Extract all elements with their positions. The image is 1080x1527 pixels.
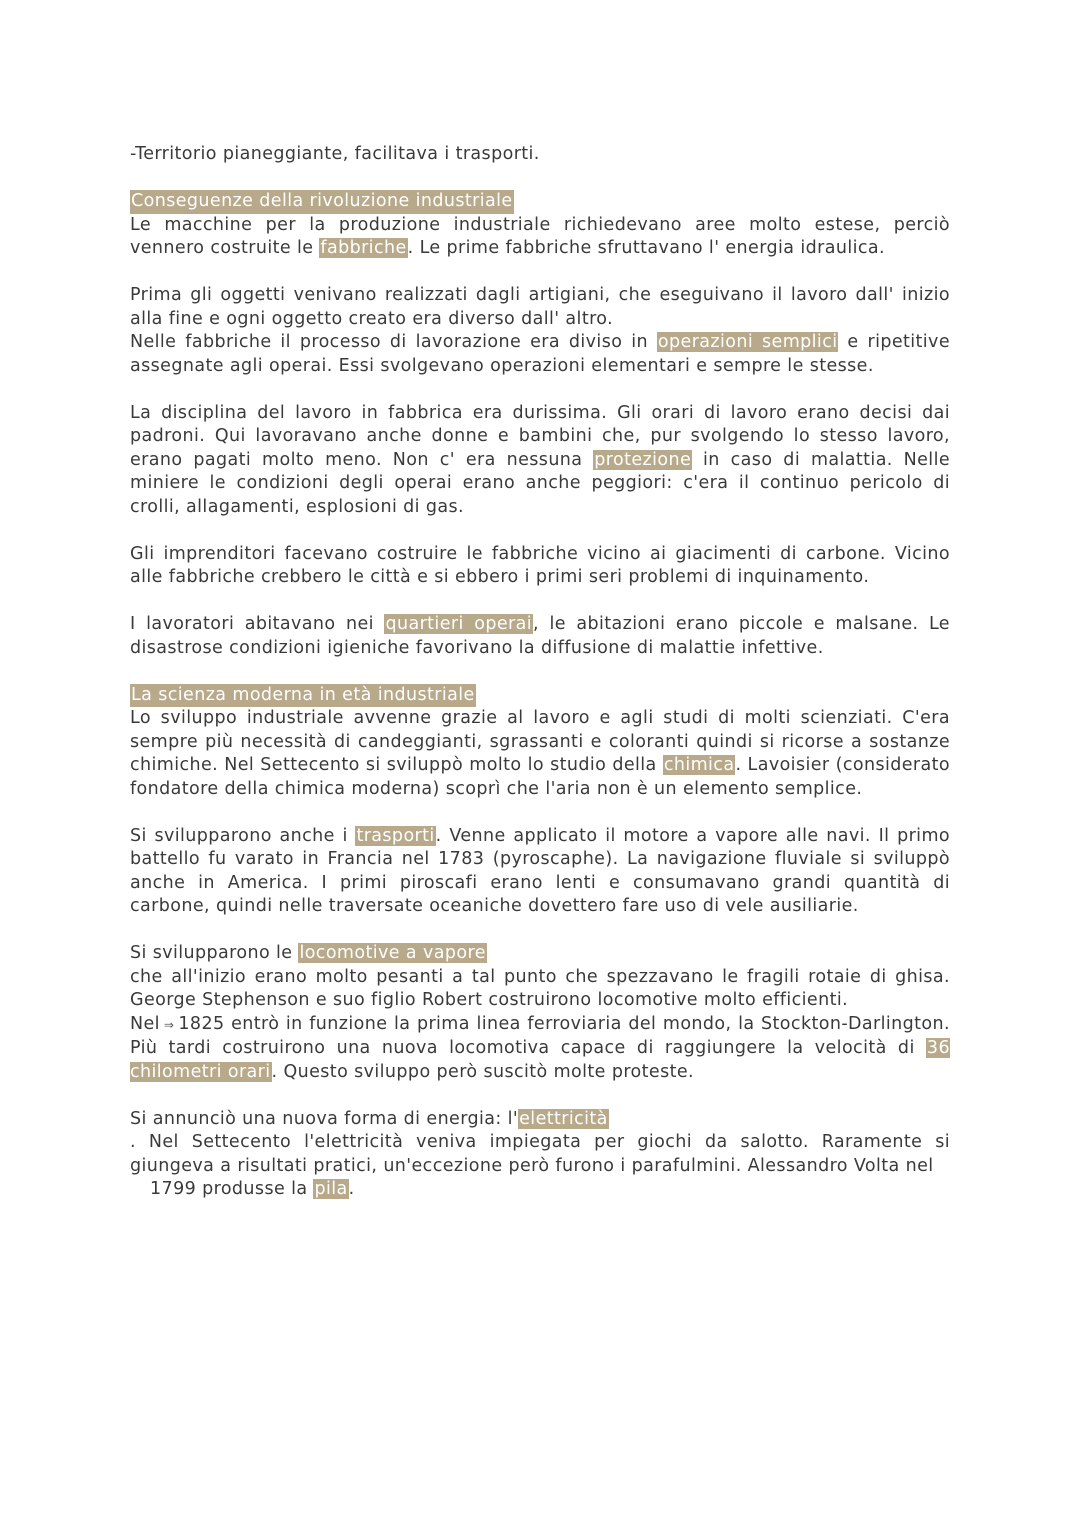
text-segment: e ripetitive assegnate agli operai. Essi svolgevano operazioni elementari e sempre le stesse. <box>130 332 950 376</box>
text-segment: Lo sviluppo industriale avvenne grazie al lavoro e agli studi di molti scienziati. C'era sempre più necessità di candeggianti, sgrassanti e coloranti quindi si ricorse a sostanze chimiche. Nel Settecento si sviluppò molto lo studio della <box>130 708 950 775</box>
text-segment: Le macchine per la produzione industriale richiedevano aree molto estese, perciò vennero costruite le <box>130 214 950 258</box>
text-segment: . Lavoisier (considerato fondatore della chimica moderna) scoprì che l'aria non è un elemento semplice. <box>130 755 950 799</box>
text-segment: Nelle fabbriche il processo di lavorazione era diviso in <box>130 332 657 352</box>
section-consequences <box>130 190 950 660</box>
intro-line <box>130 143 950 167</box>
highlight-quartieri-operai: quartieri operai <box>385 614 532 634</box>
highlight-36-chilometri-orari: 36 chilometri orari <box>130 1038 950 1082</box>
paragraph-electricity <box>130 1108 950 1202</box>
text-segment: Gli imprenditori facevano costruire le fabbriche vicino ai giacimenti di carbone. Vicino alle fabbriche crebbero le città e si ebbero i primi seri problemi di inquinamento. <box>130 543 950 587</box>
text-segment: . Questo sviluppo però suscitò molte proteste. <box>271 1061 694 1082</box>
text-segment: , le abitazioni erano piccole e malsane. Le disastrose condizioni igieniche favorivano la diffusione di malattie infettive. <box>130 614 950 658</box>
text-segment: Nel <box>130 1013 160 1034</box>
text-segment: Si annunciò una nuova forma di energia: l' <box>130 1108 519 1129</box>
paragraph-artisans <box>130 284 950 378</box>
text-segment: . Nel Settecento l'elettricità veniva impiegata per giochi da salotto. Raramente si giungeva a risultati pratici, un'eccezione però furono i parafulmini. Alessandro Volta nel <box>130 1132 950 1176</box>
arrow-icon: ⇒ <box>163 1017 175 1032</box>
highlight-protezione: protezione <box>594 449 692 470</box>
document-page <box>130 143 950 1225</box>
text-segment: 1799 produsse la <box>150 1179 314 1199</box>
heading-science: La scienza moderna in età industriale <box>130 684 476 708</box>
text-segment: . <box>348 1179 355 1199</box>
text-segment: . Venne applicato il motore a vapore alle navi. Il primo battello fu varato in Francia nel 1783 (pyroscaphe). La navigazione fluviale si sviluppò anche in America. I primi piroscafi erano lenti e consumavano grandi quantità di carbone, quindi nelle traversate oceaniche dovettero fare uso di vele ausiliarie. <box>130 825 950 916</box>
section-heading-science <box>130 684 950 708</box>
highlight-elettricita: elettricità <box>519 1108 608 1129</box>
intro-text: -Territorio pianeggiante, facilitava i trasporti. <box>130 144 540 164</box>
text-segment: La disciplina del lavoro in fabbrica era durissima. Gli orari di lavoro erano decisi dai padroni. Qui lavoravano anche donne e bambini che, pur svolgendo lo stesso lavoro, erano pagati molto meno. Non c' era nessuna <box>130 402 950 470</box>
highlight-trasporti: trasporti <box>356 825 435 846</box>
highlight-pila: pila <box>314 1179 348 1199</box>
text-segment: Si svilupparono le <box>130 943 299 963</box>
section-heading-consequences <box>130 190 950 214</box>
paragraph-workers-housing <box>130 613 950 660</box>
highlight-chimica: chimica <box>663 755 735 775</box>
text-segment: . Le prime fabbriche sfruttavano l' energia idraulica. <box>407 238 885 258</box>
text-segment: 1825 entrò in funzione la prima linea ferroviaria del mondo, la Stockton-Darlington. Più tardi costruirono una nuova locomotiva capace di raggiungere la velocità di <box>130 1013 950 1058</box>
paragraph-factories <box>130 214 950 261</box>
paragraph-locomotives <box>130 942 950 1084</box>
text-segment: in caso di malattia. Nelle miniere le condizioni degli operai erano anche peggiori: c'era il continuo pericolo di crolli, allagamenti, esplosioni di gas. <box>130 449 950 517</box>
heading-consequences: Conseguenze della rivoluzione industriale <box>130 190 514 214</box>
text-segment: Prima gli oggetti venivano realizzati dagli artigiani, che eseguivano il lavoro dall' inizio alla fine e ogni oggetto creato era diverso dall' altro. <box>130 285 950 329</box>
text-segment: Si svilupparono anche i <box>130 825 356 846</box>
highlight-operazioni-semplici: operazioni semplici <box>657 332 838 352</box>
paragraph-discipline <box>130 402 950 520</box>
highlight-locomotive-a-vapore: locomotive a vapore <box>299 943 486 963</box>
paragraph-chemistry <box>130 707 950 801</box>
section-modern-science <box>130 684 950 1202</box>
paragraph-transport <box>130 825 950 919</box>
text-segment: I lavoratori abitavano nei <box>130 614 385 634</box>
highlight-fabbriche: fabbriche <box>320 238 407 258</box>
paragraph-entrepreneurs <box>130 543 950 590</box>
text-segment: che all'inizio erano molto pesanti a tal punto che spezzavano le fragili rotaie di ghisa. George Stephenson e suo figlio Robert costruirono locomotive molto efficienti. <box>130 966 950 1010</box>
